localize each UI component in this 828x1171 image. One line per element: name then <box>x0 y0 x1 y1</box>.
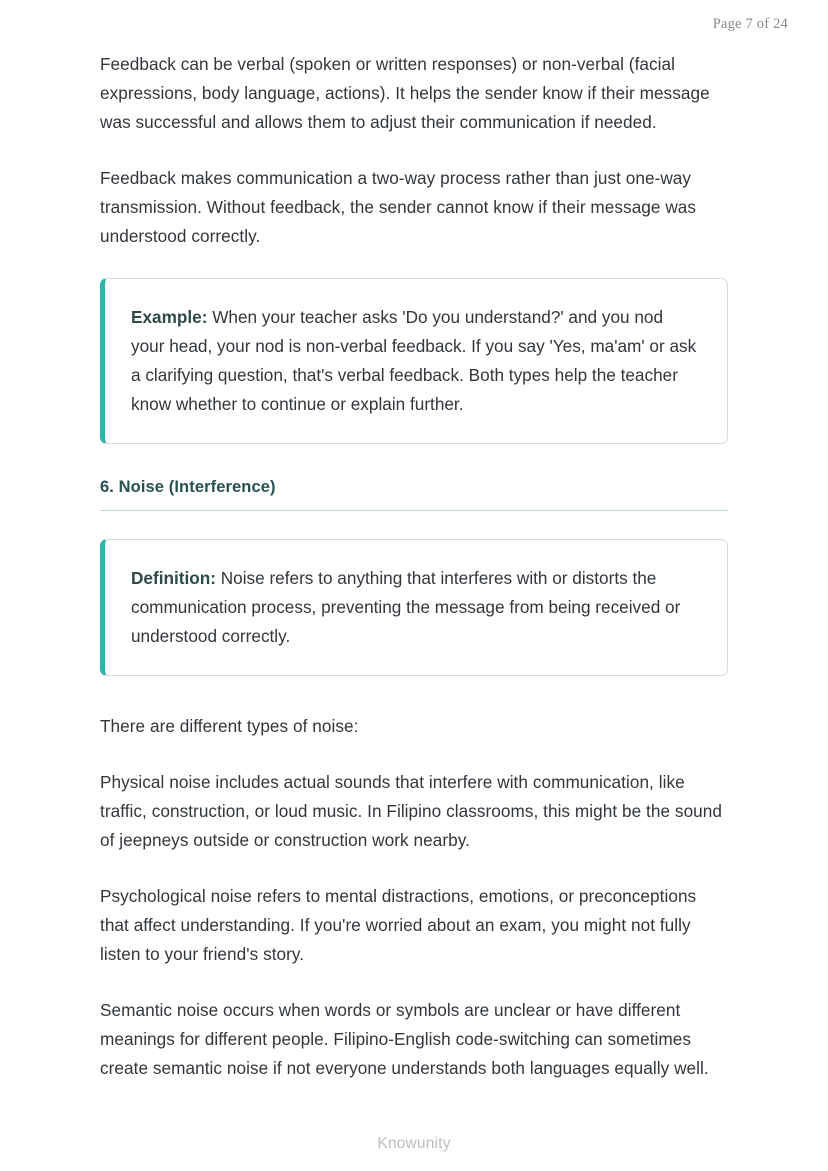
paragraph-feedback-verbal-nonverbal: Feedback can be verbal (spoken or written responses) or non-verbal (facial expressions, body language, actions). It helps the sender know if their message was successful and allows them to adjust their communication if needed. <box>100 54 710 132</box>
example-label: Example: <box>131 307 208 327</box>
section-heading-noise: 6. Noise (Interference) <box>100 478 276 496</box>
paragraph-types-of-noise-intro: There are different types of noise: <box>100 716 359 736</box>
page-number-indicator: Page 7 of 24 <box>712 16 788 32</box>
example-callout-box <box>100 278 728 444</box>
paragraph-feedback-two-way: Feedback makes communication a two-way process rather than just one-way transmission. Without feedback, the sender cannot know if their message was understood correctly. <box>100 168 697 246</box>
definition-body: Noise refers to anything that interferes with or distorts the communication process, preventing the message from being received or understood correctly. <box>131 568 681 646</box>
definition-label: Definition: <box>131 568 216 588</box>
document-content <box>100 50 728 1110</box>
definition-callout-box <box>100 539 728 676</box>
paragraph-psychological-noise: Psychological noise refers to mental distractions, emotions, or preconceptions that affect understanding. If you're worried about an exam, you might not fully listen to your friend's story. <box>100 886 697 964</box>
paragraph-physical-noise: Physical noise includes actual sounds that interfere with communication, like traffic, construction, or loud music. In Filipino classrooms, this might be the sound of jeepneys outside or construction work nearby. <box>100 772 723 850</box>
example-body: When your teacher asks 'Do you understand?' and you nod your head, your nod is non-verbal feedback. If you say 'Yes, ma'am' or ask a clarifying question, that's verbal feedback. Both types help the teacher know whether to continue or explain further. <box>131 307 697 414</box>
paragraph-semantic-noise: Semantic noise occurs when words or symbols are unclear or have different meanings for different people. Filipino-English code-switching can sometimes create semantic noise if not everyone understands both languages equally well. <box>100 1000 709 1078</box>
section-divider <box>100 510 728 511</box>
example-callout-text <box>131 303 701 419</box>
definition-callout-text <box>131 564 701 651</box>
footer-watermark: Knowunity <box>377 1135 451 1152</box>
